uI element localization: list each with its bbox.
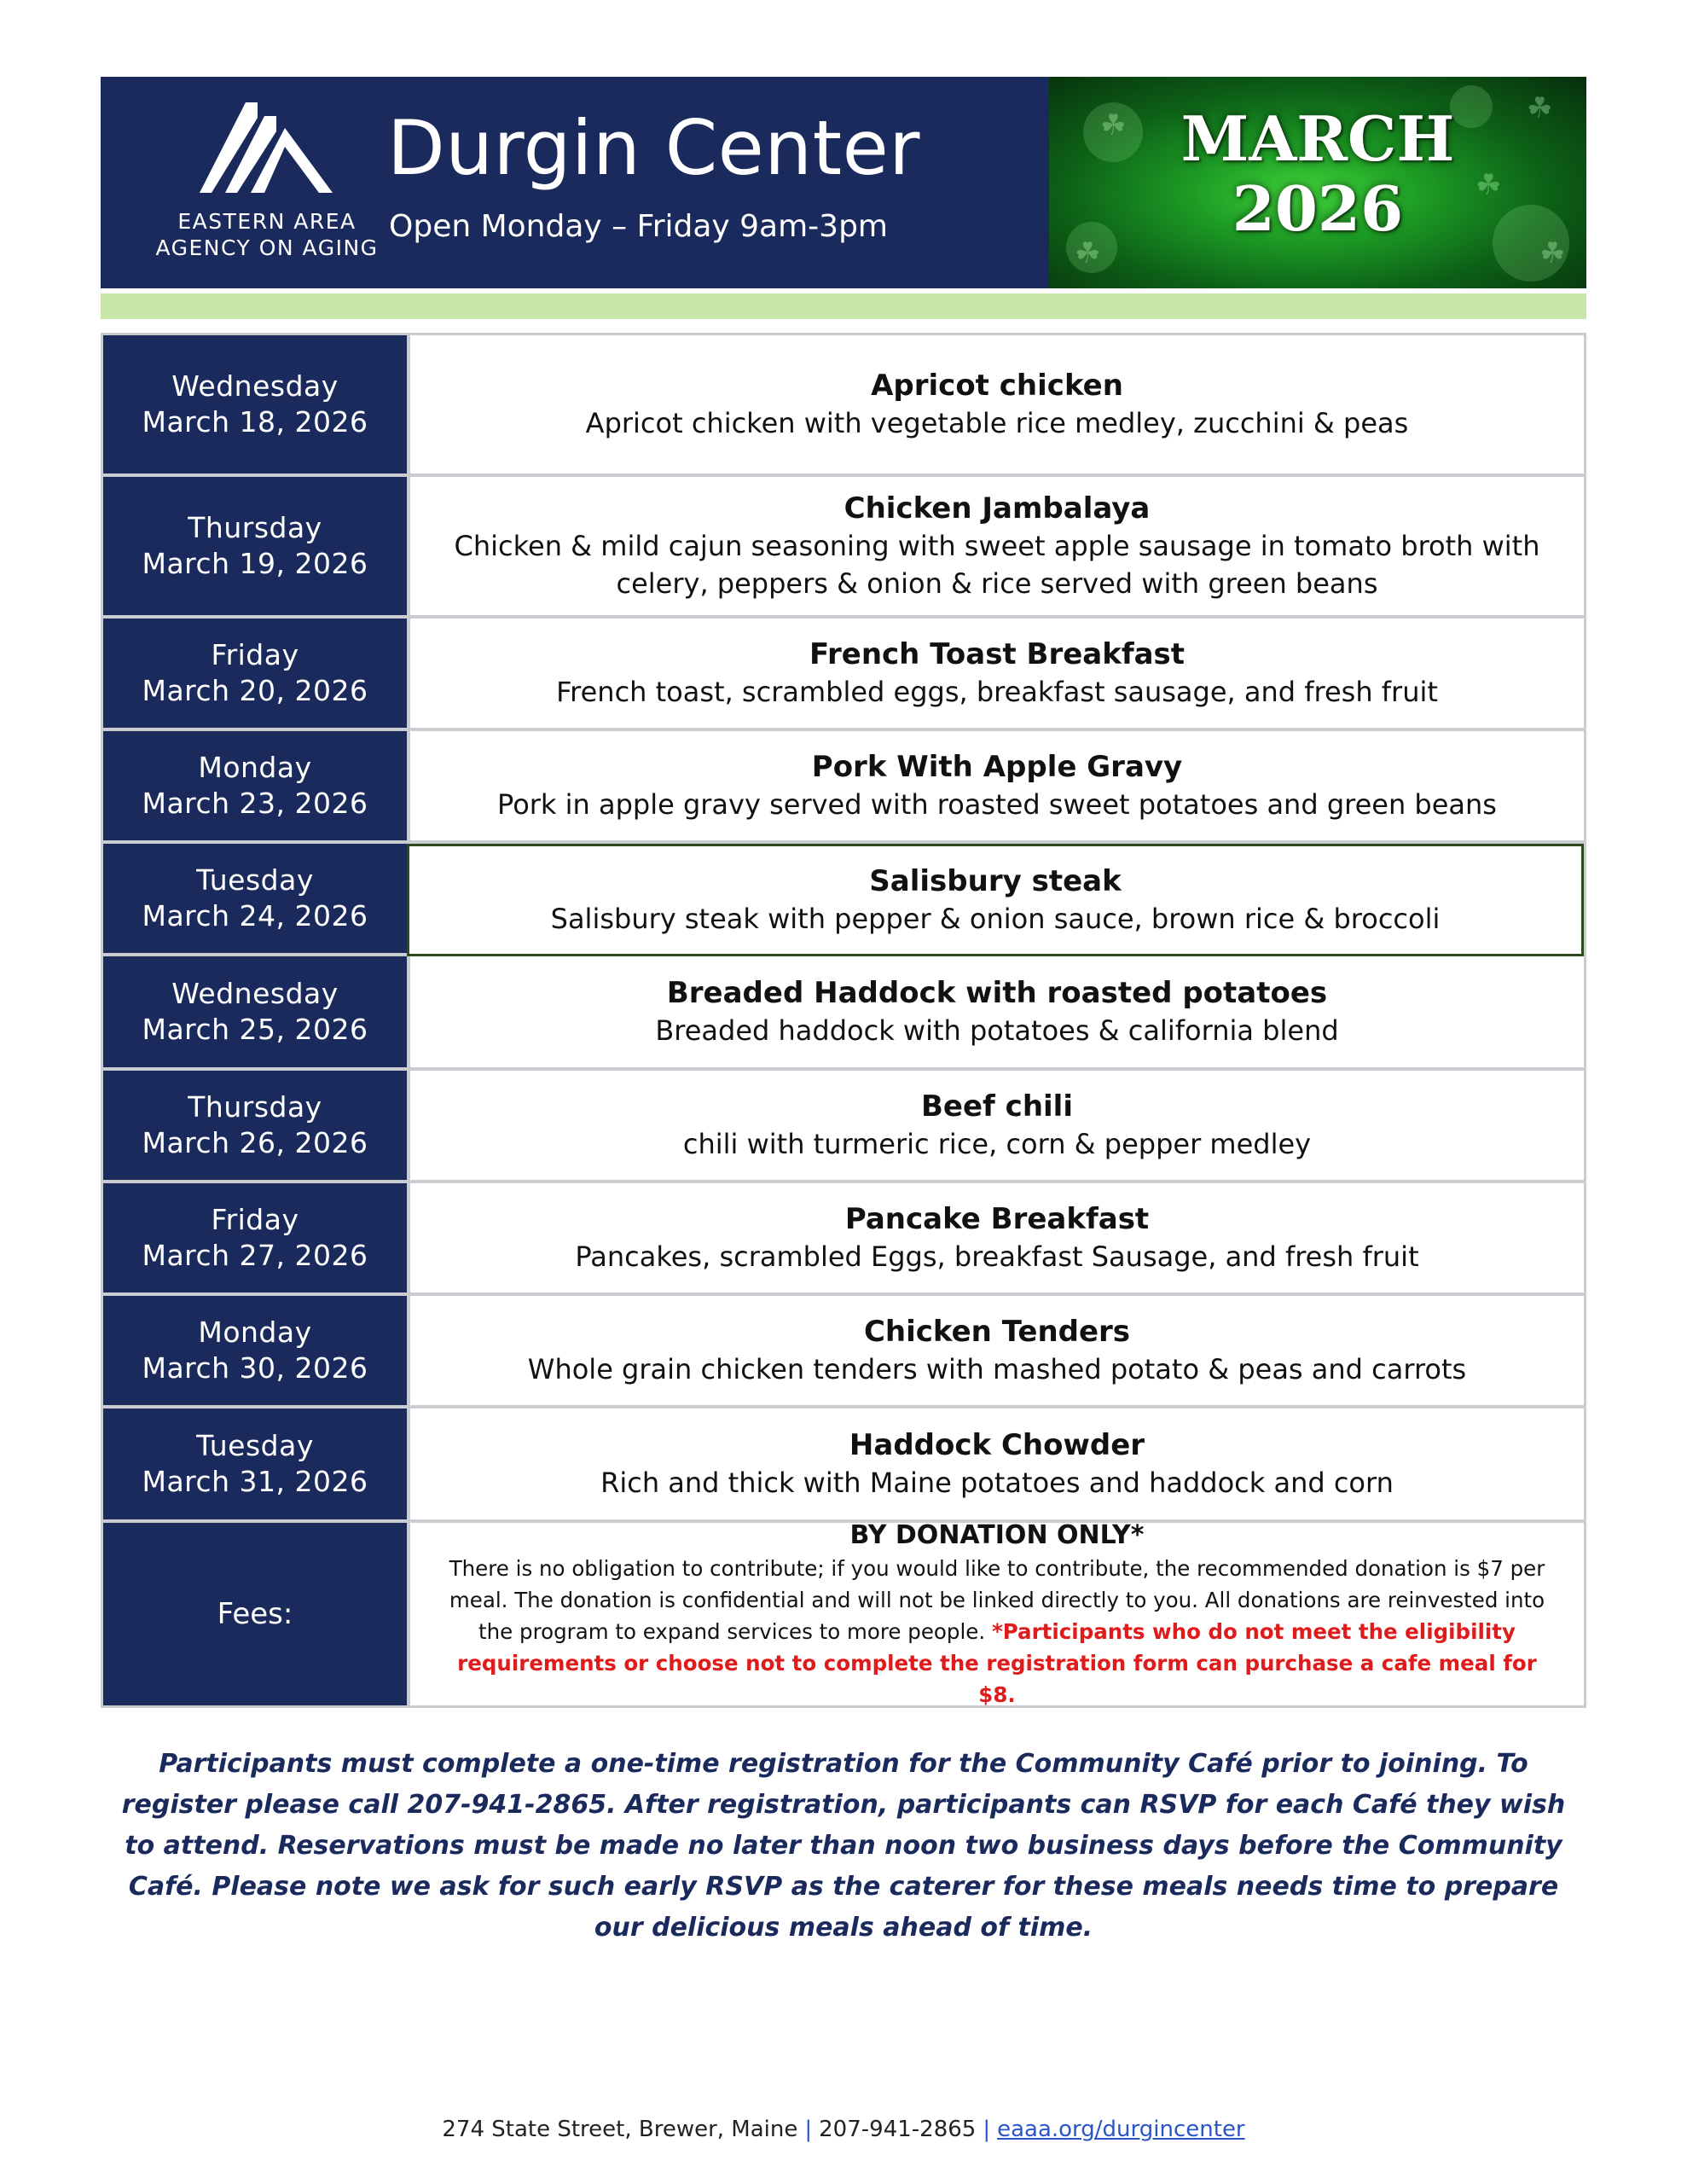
date: March 27, 2026	[142, 1239, 368, 1272]
meal-title: Pork With Apple Gravy	[811, 750, 1183, 784]
fees-title: BY DONATION ONLY*	[849, 1519, 1145, 1550]
weekday: Thursday	[188, 1090, 322, 1124]
agency-logo-icon	[196, 99, 341, 200]
date: March 25, 2026	[142, 1013, 368, 1046]
date-cell	[103, 1071, 407, 1183]
meal-cell	[407, 731, 1584, 844]
shamrock-icon: ☘	[1539, 236, 1566, 270]
date-cell	[103, 844, 407, 956]
meal-cell	[407, 1071, 1584, 1183]
opening-hours: Open Monday – Friday 9am-3pm	[389, 209, 888, 244]
weekday: Tuesday	[196, 1429, 314, 1462]
meal-description: Whole grain chicken tenders with mashed potato & peas and carrots	[527, 1353, 1467, 1385]
meal-description: Breaded haddock with potatoes & california blend	[655, 1014, 1339, 1047]
footer-phone: 207-941-2865	[819, 2117, 977, 2142]
page-title: Durgin Center	[387, 104, 920, 192]
weekday: Friday	[211, 638, 299, 671]
meal-title: Salisbury steak	[869, 864, 1122, 898]
menu-row	[103, 1296, 1584, 1409]
weekday: Thursday	[188, 511, 322, 544]
date: March 18, 2026	[142, 405, 368, 439]
meal-title: French Toast Breakfast	[809, 637, 1186, 671]
meal-description: Rich and thick with Maine potatoes and haddock and corn	[600, 1467, 1394, 1499]
fees-label-cell	[103, 1523, 407, 1705]
date-cell	[103, 477, 407, 619]
date: March 26, 2026	[142, 1126, 368, 1159]
meal-title: Pancake Breakfast	[844, 1202, 1150, 1236]
header-brand-panel	[101, 77, 1049, 288]
meal-title: Haddock Chowder	[849, 1428, 1145, 1462]
date: March 30, 2026	[142, 1351, 368, 1385]
shamrock-icon: ☘	[1475, 168, 1502, 202]
registration-note: Participants must complete a one-time registration for the Community Café prior to joining. To register please call 207-941-2865. After registration, participants can RSVP for each Café they wish to attend. Reservations must be made no later than noon two business days before the Community Café. Please note we ask for such early RSVP as the caterer for these meals needs time to prepare our delicious meals ahead of time.	[121, 1749, 1566, 1943]
weekday: Monday	[198, 751, 312, 784]
fees-body-text: There is no obligation to contribute; if you would like to contribute, the recommended donation is $7 per meal. The donation is confidential and will not be linked directly to you. All donations are reinvested into the program to expand services to more people.	[449, 1555, 1545, 1644]
weekday: Monday	[198, 1316, 312, 1349]
month-name: MARCH	[1180, 102, 1455, 175]
date: March 23, 2026	[142, 787, 368, 820]
fees-eligibility-note: *Participants who do not meet the eligibility requirements or choose not to complete the registration form can purchase a cafe meal for $8.	[457, 1618, 1537, 1707]
meal-description: Pork in apple gravy served with roasted sweet potatoes and green beans	[497, 788, 1497, 821]
meal-cell	[407, 956, 1584, 1071]
menu-row	[103, 1183, 1584, 1296]
meal-cell	[407, 844, 1584, 956]
fees-body	[431, 1553, 1563, 1711]
meal-cell	[407, 335, 1584, 477]
weekday: Wednesday	[171, 369, 339, 403]
month-banner	[1049, 77, 1586, 288]
date-cell	[103, 1409, 407, 1523]
date: March 19, 2026	[142, 547, 368, 580]
meal-description: Chicken & mild cajun seasoning with sweet apple sausage in tomato broth with celery, peppers & onion & rice served with green beans	[454, 530, 1540, 600]
agency-name-line-2: AGENCY ON AGING	[155, 235, 379, 260]
menu-row	[103, 731, 1584, 844]
meal-title: Apricot chicken	[871, 369, 1123, 403]
page-footer	[0, 2114, 1687, 2145]
footer-separator: |	[983, 2117, 991, 2142]
fees-row	[103, 1519, 1584, 1707]
date-cell	[103, 1296, 407, 1409]
meal-cell	[407, 477, 1584, 619]
month-label	[1049, 104, 1586, 244]
date: March 24, 2026	[142, 899, 368, 932]
footer-separator: |	[804, 2117, 813, 2142]
agency-name-line-1: EASTERN AREA	[177, 209, 357, 234]
menu-row	[103, 335, 1584, 477]
shamrock-icon: ☘	[1527, 91, 1553, 125]
menu-row	[103, 956, 1584, 1071]
meal-description: Salisbury steak with pepper & onion sauce, brown rice & broccoli	[550, 903, 1441, 935]
menu-row	[103, 1071, 1584, 1183]
date-cell	[103, 335, 407, 477]
meal-description: Pancakes, scrambled Eggs, breakfast Sausage, and fresh fruit	[575, 1240, 1419, 1273]
header-divider-stripe	[101, 293, 1586, 319]
weekday: Friday	[211, 1203, 299, 1236]
meal-title: Chicken Jambalaya	[844, 491, 1151, 526]
menu-row	[103, 477, 1584, 619]
meal-title: Breaded Haddock with roasted potatoes	[666, 976, 1328, 1010]
weekday: Tuesday	[196, 863, 314, 897]
menu-row	[103, 1409, 1584, 1523]
date-cell	[103, 1183, 407, 1296]
meal-cell	[407, 1183, 1584, 1296]
meal-description: French toast, scrambled eggs, breakfast sausage, and fresh fruit	[556, 676, 1438, 708]
meal-cell	[407, 619, 1584, 731]
footer-address: 274 State Street, Brewer, Maine	[442, 2117, 798, 2142]
page-header	[101, 77, 1586, 288]
shamrock-icon: ☘	[1100, 108, 1127, 142]
fees-label: Fees:	[217, 1597, 293, 1631]
menu-row	[103, 619, 1584, 731]
date-cell	[103, 731, 407, 844]
date-cell	[103, 619, 407, 731]
fees-cell	[407, 1519, 1584, 1707]
meal-title: Chicken Tenders	[863, 1315, 1131, 1349]
meal-title: Beef chili	[921, 1089, 1073, 1124]
menu-table	[101, 333, 1586, 1708]
meal-description: chili with turmeric rice, corn & pepper medley	[682, 1128, 1312, 1160]
meal-cell	[407, 1409, 1584, 1523]
website-link[interactable]: eaaa.org/durgincenter	[997, 2117, 1245, 2142]
menu-row	[103, 844, 1584, 956]
date: March 31, 2026	[142, 1465, 368, 1498]
date: March 20, 2026	[142, 674, 368, 707]
agency-name	[126, 208, 408, 261]
month-year: 2026	[1232, 172, 1404, 245]
weekday: Wednesday	[171, 977, 339, 1010]
meal-cell	[407, 1296, 1584, 1409]
shamrock-icon: ☘	[1075, 236, 1101, 270]
date-cell	[103, 956, 407, 1071]
agency-logo	[126, 99, 408, 270]
meal-description: Apricot chicken with vegetable rice medley, zucchini & peas	[585, 407, 1409, 439]
